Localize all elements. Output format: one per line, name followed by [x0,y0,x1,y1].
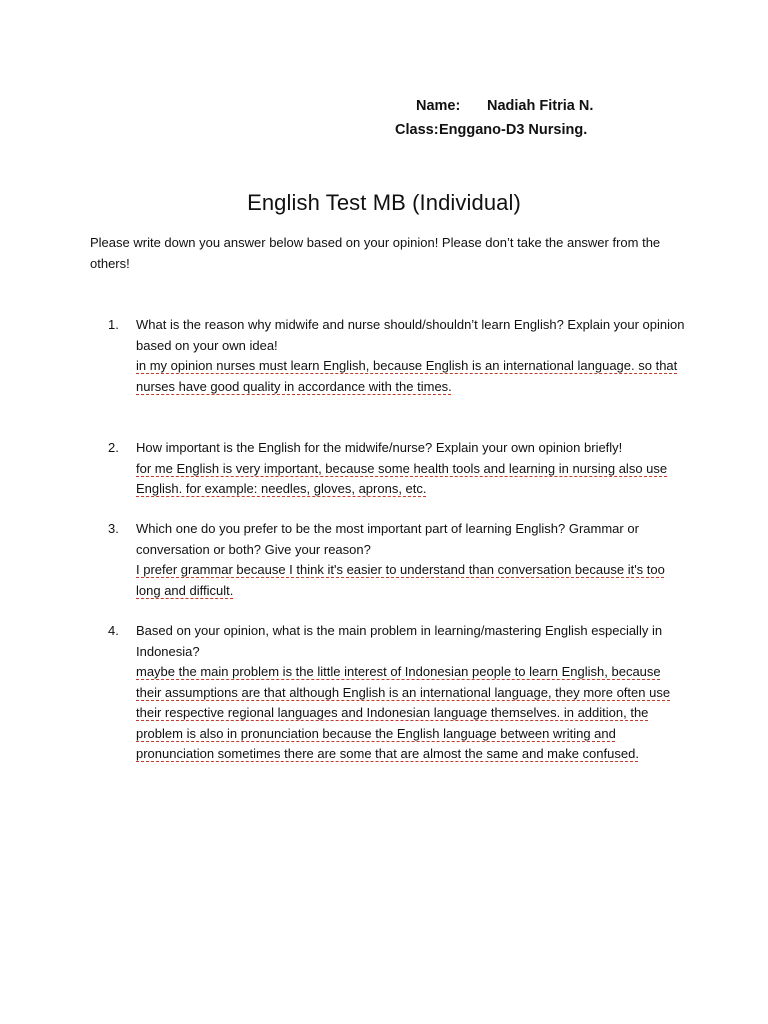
question-number: 3. [108,521,119,536]
name-row [395,94,593,118]
question-item [108,621,688,765]
answer-text: I prefer grammar because I think it's easier to understand than conversation because it's too long and difficult. [136,562,665,598]
question-number: 2. [108,440,119,455]
question-text: Which one do you prefer to be the most important part of learning English? Grammar or conversation or both? Give your reason? [136,521,639,557]
answer-text: in my opinion nurses must learn English, because English is an international language. so that nurses have good quality in accordance with the times. [136,358,678,394]
question-item [108,438,688,500]
answer-text: maybe the main problem is the little interest of Indonesian people to learn English, because their assumptions are that although English is an international language, they more often use their respective regional languages and Indonesian language themselves. in addition, the problem is also in pronunciation because the English language between writing and pronunciation sometimes there are some that are almost the same and make confused. [136,664,671,761]
question-item [108,315,688,397]
question-text: How important is the English for the midwife/nurse? Explain your own opinion briefly! [136,440,623,455]
page-title: English Test MB (Individual) [247,190,521,215]
question-number: 4. [108,623,119,638]
name-label: Name: [416,98,461,114]
question-item [108,519,688,601]
class-row [395,118,593,142]
question-text: Based on your opinion, what is the main problem in learning/mastering English especially in Indonesia? [136,623,663,659]
question-text: What is the reason why midwife and nurse should/shouldn’t learn English? Explain your opinion based on your own idea! [136,317,685,353]
instructions: Please write down you answer below based on your opinion! Please don’t take the answer from the others! [90,235,661,271]
student-info [395,94,593,142]
class-value: Enggano-D3 Nursing. [439,122,588,138]
name-value: Nadiah Fitria N. [487,98,594,114]
question-number: 1. [108,317,119,332]
answer-text: for me English is very important, because some health tools and learning in nursing also use English. for example: needles, gloves, aprons, etc. [136,460,668,496]
class-label: Class: [395,122,439,138]
